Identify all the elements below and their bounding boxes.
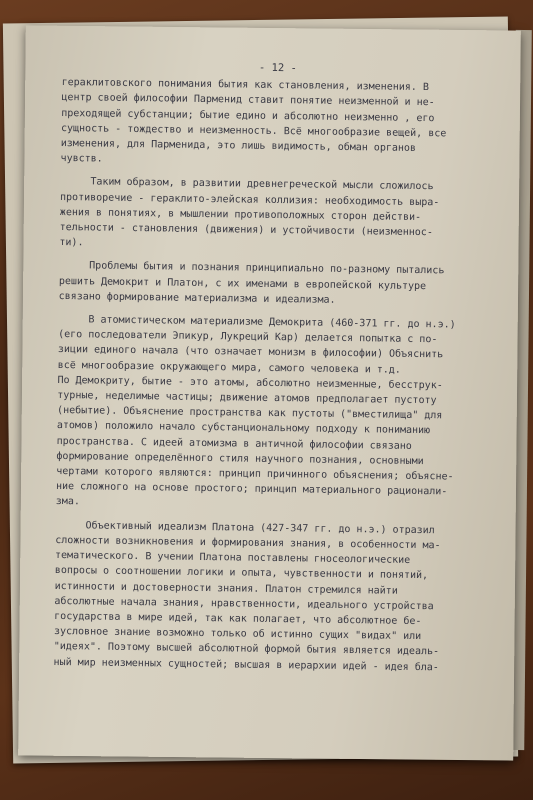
text-line: атомов) положило начало субстанциональному подходу к пониманию: [56, 420, 431, 437]
text-line: сущность - тождество и неизменность. Всё многообразие вещей, все: [60, 122, 447, 140]
text-line: турные, неделимые частицы; движение атомов предполагает пустоту: [57, 390, 437, 407]
paragraph: [59, 174, 492, 256]
paragraph: [60, 75, 493, 172]
text-line: Проблемы бытия и познания принципиально по-разному пытались: [59, 260, 445, 277]
text-line: сложности возникновения и формирования знания, в особенности ма-: [55, 534, 441, 552]
text-line: формирование определённого стиля научного познания, основными: [56, 450, 424, 467]
text-line: зма.: [55, 496, 80, 508]
text-line: ти).: [59, 237, 84, 249]
text-line: зиции единого начала (что означает монизм в философии) Объяснить: [57, 344, 444, 361]
text-line: жения в понятиях, в мышлении противоположных сторон действи-: [59, 206, 422, 223]
text-line: ный мир неизменных сущностей; высшая в иерархии идей - идея бла-: [53, 656, 439, 673]
text-line: (его последователи Эпикур, Лукреций Кар) делается попытка с по-: [58, 329, 438, 346]
text-line: тематического. В учении Платона поставлены гносеологические: [54, 550, 411, 567]
text-line: абсолютные начала знания, нравственности, идеального устройства: [54, 595, 434, 612]
paragraph: [59, 258, 492, 310]
text-line: (небытие). Объяснение пространства как пустоты ("вместилища" для: [56, 405, 443, 422]
text-line: изменения, для Парменида, это лишь видимость, обман органов: [60, 138, 417, 154]
paragraph: [53, 518, 487, 676]
text-line: государства в мире идей, так как полагает, что абсолютное бе-: [54, 610, 422, 627]
text-line: вопросы о соотношении логики и опыта, чувственности и понятий,: [54, 565, 429, 582]
text-line: В атомистическом материализме Демокрита (460-371 гг. до н.э.): [58, 314, 456, 331]
text-line: решить Демокрит и Платон, с их именами в европейской культуре: [58, 275, 427, 292]
paragraphs: [53, 75, 493, 675]
text-line: зусловное знание возможно только об истинно сущих "видах" или: [53, 626, 422, 643]
page-number: - 12 -: [258, 61, 297, 75]
text-line: Объективный идеализм Платона (427-347 гг. до н.э.) отразил: [55, 519, 435, 536]
text-line: По Демокриту, бытие - это атомы, абсолютно неизменные, бесструк-: [57, 374, 443, 392]
text-line: связано формирование материализма и идеализма.: [58, 290, 336, 306]
page-text: [53, 58, 493, 676]
text-line: гераклитовского понимания бытия как становления, изменения. В: [61, 77, 429, 94]
text-line: чертами которого являются: принцип причинного объяснения; объясне-: [56, 466, 454, 483]
text-line: противоречие - гераклито-элейская коллизия: необходимость выра-: [59, 191, 440, 208]
text-line: тельности - становления (движения) и устойчивости (неизменнос-: [59, 222, 433, 239]
text-line: центр своей философии Парменид ставит понятие неизменной и не-: [61, 92, 435, 109]
text-line: пространства. С идеей атомизма в античной философии связано: [56, 435, 412, 452]
text-line: всё многообразие окружающего мира, самого человека и т.д.: [57, 359, 401, 376]
text-line: чувств.: [60, 153, 103, 165]
text-line: преходящей субстанции; бытие едино и абсолютно неизменно , его: [61, 107, 435, 124]
paragraph: [56, 312, 491, 516]
text-line: "идеях". Поэтому высшей абсолютной формой бытия является идеаль-: [53, 641, 440, 658]
text-line: Таким образом, в развитии древнегреческой мысли сложилось: [60, 176, 434, 193]
text-line: истинности и достоверности знания. Платон стремился найти: [54, 580, 398, 597]
text-line: ние сложного на основе простого; принцип материального рационали-: [55, 481, 448, 498]
